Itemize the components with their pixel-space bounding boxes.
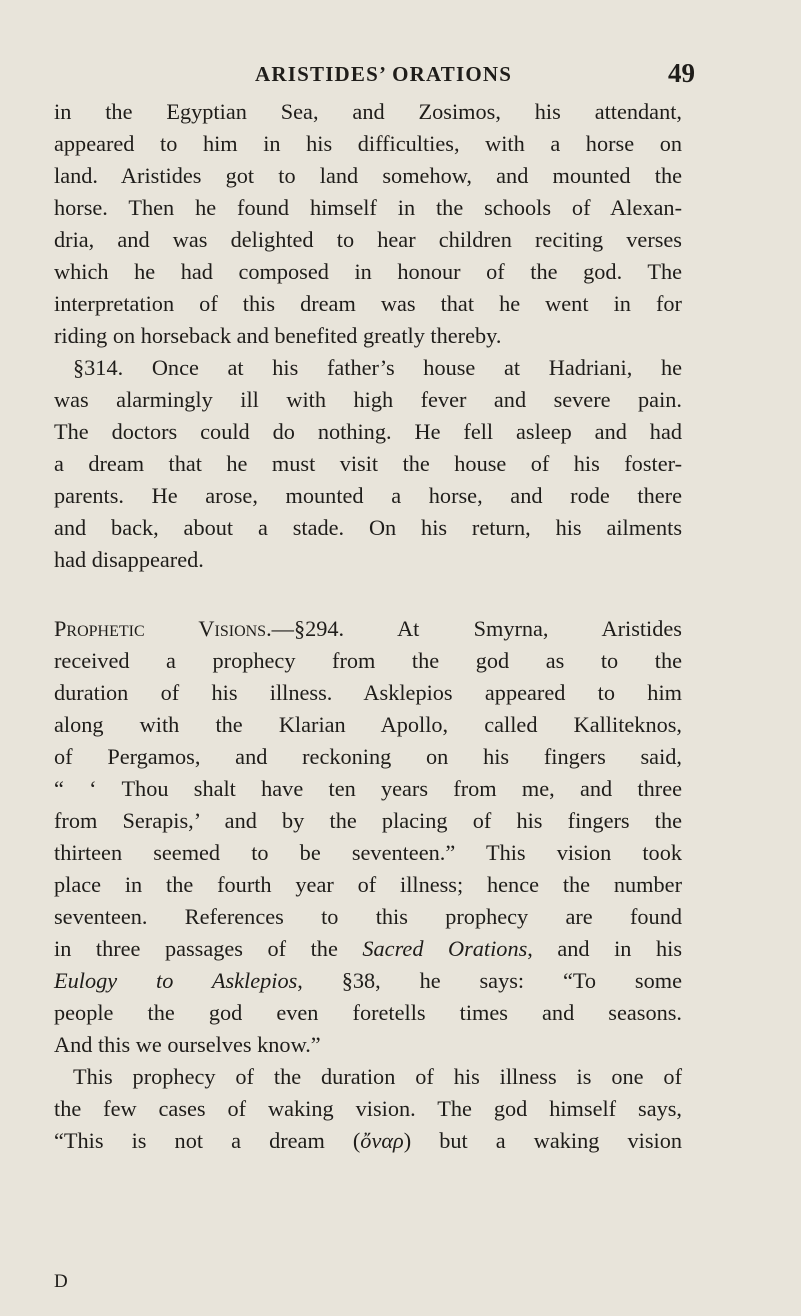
- text-line: “ ‘ Thou shalt have ten years from me, and three: [54, 776, 682, 801]
- text-line: [54, 965, 682, 997]
- text-line: along with the Klarian Apollo, called Kalliteknos,: [54, 712, 682, 737]
- text-line: received a prophecy from the god as to the: [54, 648, 682, 673]
- text-line: of Pergamos, and reckoning on his fingers said,: [54, 744, 682, 769]
- greek-word: ὄναρ: [360, 1128, 404, 1153]
- text-line: place in the fourth year of illness; hence the number: [54, 872, 682, 897]
- text-line: [54, 933, 682, 965]
- text-line: The doctors could do nothing. He fell asleep and had: [54, 419, 682, 444]
- text-run: —§294. At Smyrna, Aristides: [271, 616, 682, 641]
- text-line: interpretation of this dream was that he went in for: [54, 291, 682, 316]
- text-line: people the god even foretells times and seasons.: [54, 1000, 682, 1025]
- text-line: was alarmingly ill with high fever and severe pain.: [54, 387, 682, 412]
- page-number: 49: [668, 58, 695, 88]
- text-line: riding on horseback and benefited greatly thereby.: [54, 323, 502, 348]
- text-run: “This is not a dream (: [54, 1128, 361, 1153]
- text-line: from Serapis,’ and by the placing of his fingers the: [54, 808, 682, 833]
- text-run: , and in his: [527, 936, 682, 961]
- signature-mark: D: [54, 1271, 68, 1292]
- text-line: which he had composed in honour of the god. The: [54, 259, 682, 284]
- text-line: duration of his illness. Asklepios appeared to him: [54, 680, 682, 705]
- text-line: parents. He arose, mounted a horse, and rode there: [54, 483, 682, 508]
- text-line: seventeen. References to this prophecy are found: [54, 904, 682, 929]
- text-line: a dream that he must visit the house of his foster-: [54, 451, 682, 476]
- text-run: in three passages of the: [54, 936, 363, 961]
- paragraph-gap: [54, 576, 682, 613]
- text-line: dria, and was delighted to hear children reciting verses: [54, 227, 682, 252]
- text-line: This prophecy of the duration of his illness is one of: [73, 1064, 682, 1089]
- text-line: And this we ourselves know.”: [54, 1032, 321, 1057]
- text-line: [54, 1125, 682, 1157]
- text-line: horse. Then he found himself in the schools of Alexan-: [54, 195, 682, 220]
- text-run: ) but a waking vision: [403, 1128, 682, 1153]
- body-text: [54, 96, 682, 1157]
- text-line: and back, about a stade. On his return, his ailments: [54, 515, 682, 540]
- book-title: Eulogy to Asklepios: [54, 968, 298, 993]
- text-line: thirteen seemed to be seventeen.” This vision took: [54, 840, 682, 865]
- text-line: [54, 613, 682, 645]
- text-run: , §38, he says: “To some: [297, 968, 682, 993]
- text-line: had disappeared.: [54, 547, 204, 572]
- section-heading: Prophetic Visions.: [54, 616, 272, 641]
- text-line: appeared to him in his difficulties, with a horse on: [54, 131, 682, 156]
- text-line: in the Egyptian Sea, and Zosimos, his attendant,: [54, 99, 682, 124]
- page-header: [215, 58, 695, 98]
- text-line: the few cases of waking vision. The god himself says,: [54, 1096, 682, 1121]
- text-line: §314. Once at his father’s house at Hadriani, he: [73, 355, 682, 380]
- text-line: land. Aristides got to land somehow, and mounted the: [54, 163, 682, 188]
- book-title: Sacred Orations: [362, 936, 528, 961]
- running-title: ARISTIDES’ ORATIONS: [255, 62, 513, 86]
